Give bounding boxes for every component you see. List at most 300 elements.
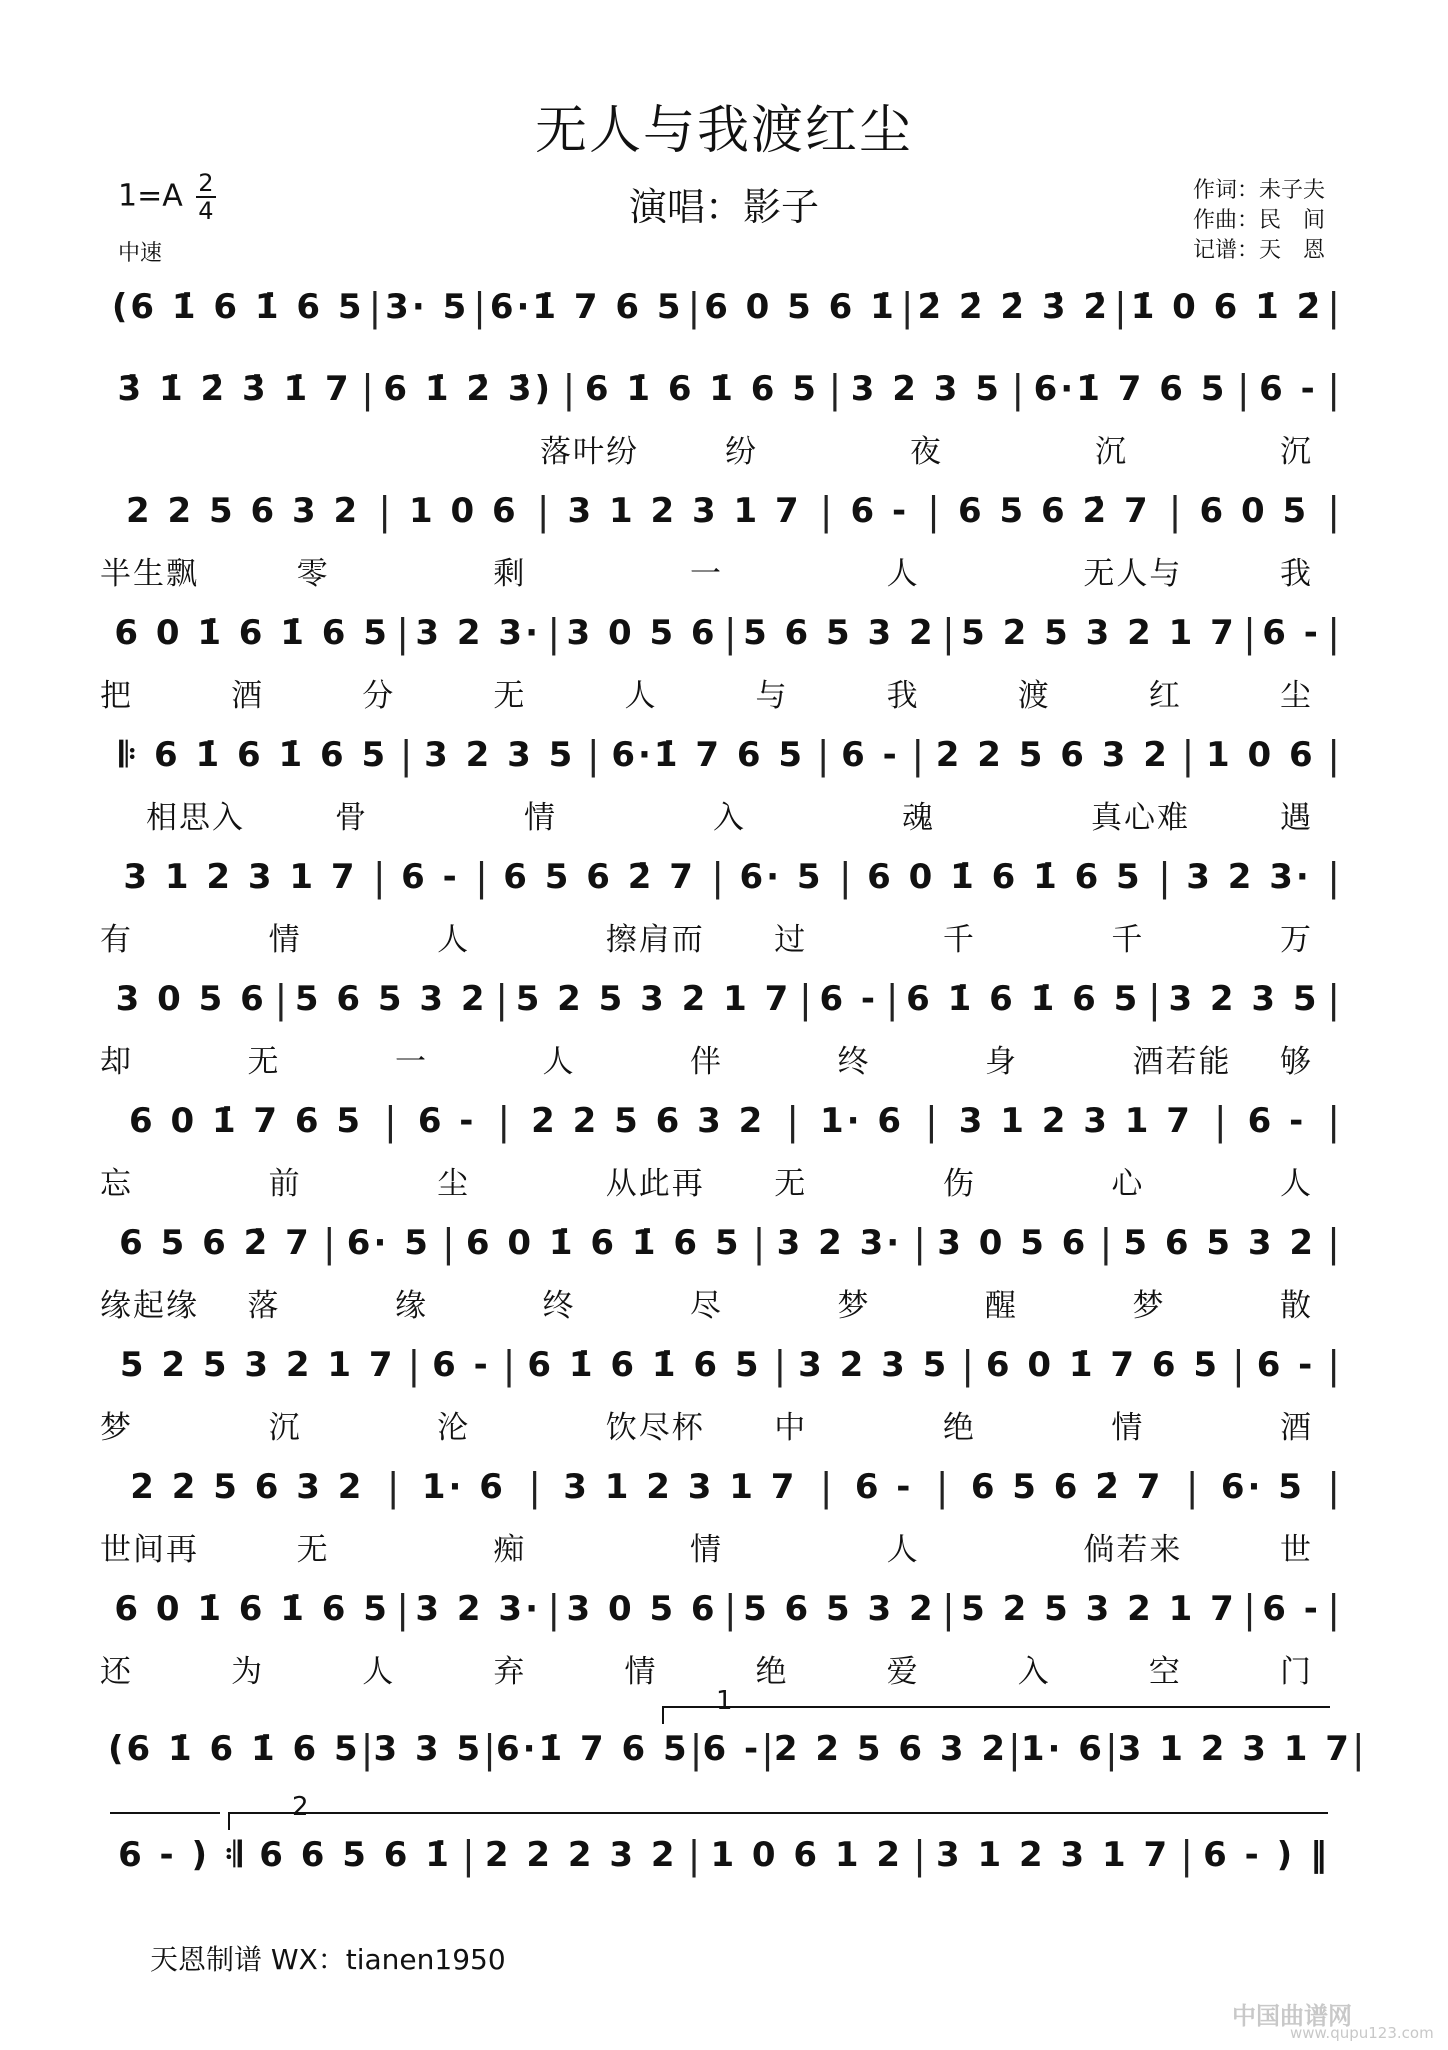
time-denominator: 4 — [198, 197, 214, 225]
lyric-word: 渡 — [1017, 678, 1051, 714]
lyric-word: 千 — [942, 922, 976, 958]
barline: | — [687, 285, 701, 329]
barline: | — [396, 611, 410, 655]
lyric-word: 酒若能 — [1132, 1044, 1232, 1080]
barline: | — [723, 1587, 737, 1631]
measure: 3 2 3 5 — [424, 735, 576, 775]
lyric-word: 落 — [247, 1288, 281, 1324]
barline: | — [1243, 1587, 1256, 1631]
lyric-word: 剩 — [493, 556, 527, 592]
measure: 5 2 5 3 2 1 7 — [119, 1345, 396, 1385]
lyric-line-4 — [100, 670, 1340, 714]
measure: 6 - — [417, 1101, 477, 1141]
barline: | — [1168, 489, 1182, 533]
measure: 6 - — [401, 857, 460, 897]
barline: | — [913, 1833, 926, 1877]
lyric-word: 身 — [985, 1044, 1018, 1080]
lyric-word: 沉 — [1280, 434, 1313, 470]
barline: | — [386, 1465, 400, 1509]
lyric-word: 世间再 — [100, 1532, 199, 1568]
barline: | — [372, 855, 386, 899]
measure: 3 2 3 5 — [798, 1345, 950, 1385]
lyric-word: 梦 — [837, 1288, 871, 1324]
barline: | — [1243, 611, 1256, 655]
lyric-word: 无 — [774, 1166, 808, 1202]
barline: | — [586, 733, 600, 777]
lyric-word: 沉 — [1095, 434, 1128, 470]
barline: | — [1327, 285, 1341, 329]
volta-1-continuation — [110, 1812, 220, 1814]
measure: 6· 5 — [1220, 1467, 1305, 1507]
key-signature — [118, 170, 216, 224]
measure: 3 2 3· — [1186, 857, 1312, 897]
lyric-word: 伤 — [942, 1166, 976, 1202]
lyric-word: 绝 — [942, 1410, 976, 1446]
lyric-word: 为 — [231, 1654, 265, 1690]
lyric-word: 终 — [542, 1288, 576, 1324]
barline: | — [1008, 1727, 1021, 1771]
barline: | — [1327, 489, 1340, 533]
lyric-word: 有 — [100, 922, 133, 958]
volta-2-line — [228, 1812, 1328, 1814]
lyric-line-10 — [100, 1402, 1340, 1446]
barline: | — [752, 1221, 766, 1265]
measure: 2 2 5 6 3 2 — [531, 1101, 766, 1141]
lyric-line-11 — [100, 1524, 1340, 1568]
lyric-word: 痴 — [493, 1532, 527, 1568]
lyric-word: 万 — [1280, 922, 1313, 958]
barline: | — [687, 1833, 701, 1877]
lyric-word: 沉 — [268, 1410, 302, 1446]
measure: 5 2 5 3 2 1 7 — [961, 613, 1237, 653]
measure: 3 1 2 3 1 7 — [567, 491, 802, 531]
score-line-6 — [108, 850, 1340, 904]
lyric-line-2 — [540, 426, 1340, 470]
barline: | — [536, 489, 550, 533]
lyric-word: 千 — [1111, 922, 1145, 958]
measure: 6 - — [432, 1345, 491, 1385]
measure: 6 1̇ 2̇ 3̇) — [383, 369, 554, 409]
lyric-word: 遇 — [1280, 800, 1313, 836]
barline: | — [773, 1343, 787, 1387]
score-line-11 — [108, 1460, 1340, 1514]
lyric-line-6 — [100, 914, 1340, 958]
measure: 6 0 1̇ 6 1̇ 6 5 — [114, 1589, 390, 1629]
lyric-word: 弃 — [493, 1654, 527, 1690]
barline: | — [1180, 1833, 1194, 1877]
lyric-word: 酒 — [231, 678, 265, 714]
measure: 6 - — [1259, 369, 1318, 409]
measure: 6 1̇ 6 1̇ 6 5 — [584, 369, 819, 409]
measure: (6 1̇ 6 1̇ 6 5 — [108, 1729, 361, 1769]
barline: | — [761, 1727, 774, 1771]
volta-1-line — [662, 1706, 1330, 1708]
volta-2-number: 2 — [292, 1792, 309, 1822]
measure: 6 0 1̇ 6 1̇ 6 5 — [465, 1223, 742, 1263]
barline: | — [798, 977, 812, 1021]
barline: | — [1327, 855, 1341, 899]
lyric-line-8 — [100, 1158, 1340, 1202]
lyric-word: 相思入 — [146, 800, 245, 836]
score-line-10 — [108, 1338, 1340, 1392]
lyric-line-12 — [100, 1646, 1340, 1690]
measure: 6 5 6 2̇ 7 — [503, 857, 696, 897]
lyric-word: 我 — [886, 678, 920, 714]
lyric-word: 尘 — [437, 1166, 471, 1202]
measure: 6 - ) 𝄇 6 6 5 6 1̇ — [118, 1835, 452, 1875]
measure: 5 6 5 3 2 — [294, 979, 488, 1019]
lyric-word: 人 — [542, 1044, 576, 1080]
lyric-word: 倘若来 — [1083, 1532, 1183, 1568]
lyric-word: 醒 — [985, 1288, 1018, 1324]
barline: | — [711, 855, 725, 899]
lyric-word: 情 — [524, 800, 557, 836]
barline: | — [900, 285, 914, 329]
barline: | — [1113, 285, 1127, 329]
lyric-word: 人 — [886, 1532, 920, 1568]
measure: 6 5 6 2̇ 7 — [958, 491, 1151, 531]
barline: | — [322, 1221, 336, 1265]
score-line-13 — [108, 1722, 1365, 1776]
lyric-word: 无人与 — [1083, 556, 1183, 592]
measure: 6 - — [819, 979, 879, 1019]
barline: | — [723, 611, 737, 655]
measure: 6· 5 — [739, 857, 824, 897]
lyric-word: 情 — [624, 1654, 658, 1690]
lyric-word: 过 — [774, 922, 808, 958]
measure: 3 2 3· — [415, 613, 541, 653]
barline: | — [396, 1587, 410, 1631]
measure: 3· 5 — [385, 287, 470, 327]
lyricist-credit: 作词：未子夫 — [1193, 178, 1326, 203]
score-line-3 — [108, 484, 1340, 538]
lyric-word: 空 — [1148, 1654, 1182, 1690]
barline: | — [1327, 367, 1341, 411]
singer-credit: 演唱：影子 — [628, 185, 819, 229]
lyric-word: 入 — [1017, 1654, 1051, 1690]
barline: | — [1327, 1221, 1340, 1265]
barline: | — [528, 1465, 541, 1509]
measure: 6·1̇ 7 6 5 — [1033, 369, 1228, 409]
volta-1-number: 1 — [716, 1686, 733, 1716]
barline: | — [475, 855, 488, 899]
measure: 6 - — [1262, 613, 1321, 653]
measure: 6·1̇ 7 6 5 — [611, 735, 806, 775]
lyric-word: 情 — [1111, 1410, 1145, 1446]
measure: 6 - — [1247, 1101, 1307, 1141]
measure: 1· 6 — [1020, 1729, 1105, 1769]
barline: | — [562, 367, 576, 411]
barline: | — [1158, 855, 1171, 899]
lyric-line-5 — [146, 792, 1340, 836]
lyric-line-7 — [100, 1036, 1340, 1080]
lyric-word: 爱 — [886, 1654, 920, 1690]
barline: | — [885, 977, 899, 1021]
time-numerator: 2 — [198, 169, 214, 197]
measure: 3 1 2 3 1 7 — [936, 1835, 1171, 1875]
barline: | — [1327, 1343, 1341, 1387]
barline: | — [942, 1587, 955, 1631]
barline: | — [361, 367, 374, 411]
score-line-8 — [108, 1094, 1340, 1148]
measure: 3 1 2 3 1 7 — [1117, 1729, 1352, 1769]
barline: | — [816, 733, 830, 777]
barline: | — [927, 489, 940, 533]
measure: 6 0 1̇ 6 1̇ 6 5 — [867, 857, 1143, 897]
barline: | — [442, 1221, 455, 1265]
score-line-1 — [108, 280, 1340, 334]
time-signature — [196, 170, 215, 224]
lyric-word: 无 — [296, 1532, 330, 1568]
lyric-word: 伴 — [690, 1044, 723, 1080]
measure: 1· 6 — [820, 1101, 905, 1141]
measure: 6·1̇ 7 6 5 — [489, 287, 684, 327]
barline: | — [961, 1343, 975, 1387]
barline: | — [913, 1221, 927, 1265]
lyric-word: 人 — [624, 678, 658, 714]
measure: 2 2 5 6 3 2 — [935, 735, 1170, 775]
measure: 2̇ 2̇ 2̇ 3̇ 2̇ — [917, 287, 1111, 327]
lyric-word: 人 — [886, 556, 920, 592]
barline: | — [483, 1727, 496, 1771]
barline: | — [1327, 611, 1341, 655]
measure: 6 5 6 2̇ 7 — [119, 1223, 312, 1263]
measure: 6 - — [854, 1467, 914, 1507]
tempo-marking: 中速 — [118, 241, 163, 266]
transcriber-credit: 记谱：天 恩 — [1193, 238, 1326, 263]
lyric-word: 纷 — [725, 434, 758, 470]
lyric-word: 入 — [713, 800, 746, 836]
lyric-word: 梦 — [1132, 1288, 1166, 1324]
measure: 1 0 6 1 2 — [710, 1835, 904, 1875]
lyric-word: 半生飘 — [100, 556, 199, 592]
barline: | — [1011, 367, 1025, 411]
barline: | — [1236, 367, 1250, 411]
measure: 𝄆 6 1̇ 6 1̇ 6 5 — [119, 735, 389, 775]
barline: | — [1327, 1465, 1341, 1509]
lyric-word: 尘 — [1280, 678, 1313, 714]
site-watermark-logo: 中国曲谱网 — [1232, 2002, 1352, 2030]
measure: 3 3 5 — [373, 1729, 484, 1769]
measure: (6 1̇ 6 1̇ 6 5 — [111, 287, 365, 327]
measure: 6 5 6 2̇ 7 — [970, 1467, 1164, 1507]
barline: | — [786, 1099, 800, 1143]
barline: | — [925, 1099, 938, 1143]
barline: | — [828, 367, 842, 411]
lyric-word: 人 — [362, 1654, 396, 1690]
barline: | — [502, 1343, 516, 1387]
barline: | — [1231, 1343, 1245, 1387]
lyric-word: 无 — [247, 1044, 281, 1080]
measure: 3 0 5 6 — [566, 1589, 718, 1629]
lyric-word: 人 — [437, 922, 471, 958]
measure: 6 0 5 6 1̇ — [704, 287, 897, 327]
measure: 3 0 5 6 — [566, 613, 718, 653]
lyric-word: 把 — [100, 678, 133, 714]
barline: | — [461, 1833, 475, 1877]
measure: 6 - — [841, 735, 900, 775]
measure: 6 1̇ 6 1̇ 6 5 — [906, 979, 1141, 1019]
measure: 5 6 5 3 2 — [743, 613, 936, 653]
barline: | — [838, 855, 852, 899]
key-label: 1=A — [118, 178, 183, 214]
barline: | — [689, 1727, 703, 1771]
lyric-word: 前 — [268, 1166, 302, 1202]
barline: | — [547, 611, 561, 655]
barline: | — [1327, 977, 1341, 1021]
measure: 3 2 3 5 — [850, 369, 1002, 409]
measure: 6 - — [702, 1729, 762, 1769]
measure: 3 1 2 3 1 7 — [563, 1467, 798, 1507]
lyric-word: 骨 — [335, 800, 368, 836]
lyric-word: 心 — [1111, 1166, 1145, 1202]
score-line-4 — [108, 606, 1340, 660]
lyric-word: 缘起缘 — [100, 1288, 199, 1324]
lyric-word: 够 — [1280, 1044, 1313, 1080]
barline: | — [360, 1727, 374, 1771]
lyric-word: 真心难 — [1091, 800, 1190, 836]
lyric-line-9 — [100, 1280, 1340, 1324]
barline: | — [911, 733, 925, 777]
lyric-word: 魂 — [902, 800, 935, 836]
measure: 6 0 1̇ 7 6 5 — [985, 1345, 1221, 1385]
score-line-5 — [108, 728, 1340, 782]
barline: | — [1147, 977, 1161, 1021]
lyric-word: 无 — [493, 678, 527, 714]
lyric-word: 分 — [362, 678, 396, 714]
measure: 6 - — [1256, 1345, 1316, 1385]
lyric-word: 红 — [1148, 678, 1182, 714]
barline: | — [1327, 1587, 1341, 1631]
lyric-word: 情 — [690, 1532, 723, 1568]
barline: | — [1104, 1727, 1118, 1771]
lyric-word: 酒 — [1280, 1410, 1313, 1446]
barline: | — [1213, 1099, 1227, 1143]
barline: | — [407, 1343, 421, 1387]
barline: | — [368, 285, 382, 329]
measure: 2 2 5 6 3 2 — [126, 491, 361, 531]
composer-credit: 作曲：民 间 — [1193, 208, 1326, 233]
measure: 1 0 6 — [409, 491, 519, 531]
lyric-word: 一 — [690, 556, 723, 592]
lyric-word: 我 — [1280, 556, 1313, 592]
measure: 6·1̇ 7 6 5 — [495, 1729, 690, 1769]
barline: | — [497, 1099, 511, 1143]
measure: 6 0 1̇ 7 6 5 — [128, 1101, 364, 1141]
barline: | — [1327, 733, 1341, 777]
measure: 2 2 2 3 2 — [484, 1835, 678, 1875]
barline: | — [274, 977, 288, 1021]
measure: 3 2 3· — [776, 1223, 903, 1263]
lyric-word: 忘 — [100, 1166, 133, 1202]
lyric-word: 还 — [100, 1654, 133, 1690]
measure: 5 6 5 3 2 — [1123, 1223, 1317, 1263]
lyric-word: 擦肩而 — [605, 922, 705, 958]
score-line-9 — [108, 1216, 1340, 1270]
lyric-word: 从此再 — [605, 1166, 705, 1202]
lyric-word: 世 — [1280, 1532, 1313, 1568]
lyric-word: 与 — [755, 678, 789, 714]
barline: | — [819, 489, 833, 533]
measure: 2 2 5 6 3 2 — [130, 1467, 365, 1507]
measure: 1· 6 — [421, 1467, 506, 1507]
measure: 3 1 2 3 1 7 — [123, 857, 358, 897]
measure: 6 - — [1262, 1589, 1321, 1629]
lyric-word: 绝 — [755, 1654, 789, 1690]
lyric-word: 却 — [100, 1044, 133, 1080]
score-line-12 — [108, 1582, 1340, 1636]
measure: 6 0 1̇ 6 1̇ 6 5 — [114, 613, 390, 653]
lyric-word: 人 — [1280, 1166, 1313, 1202]
measure: 3 2 3· — [415, 1589, 541, 1629]
measure: 3 1 2 3 1 7 — [958, 1101, 1193, 1141]
barline: | — [547, 1587, 561, 1631]
score-line-2 — [108, 362, 1340, 416]
barline: | — [1185, 1465, 1199, 1509]
lyric-word: 零 — [296, 556, 330, 592]
barline: | — [942, 611, 955, 655]
measure: 3 0 5 6 — [937, 1223, 1089, 1263]
measure: 3 2 3 5 — [1168, 979, 1320, 1019]
score-line-14 — [108, 1828, 1340, 1882]
measure: 6 1̇ 6 1̇ 6 5 — [527, 1345, 762, 1385]
measure: 5 2 5 3 2 1 7 — [515, 979, 792, 1019]
lyric-word: 中 — [774, 1410, 808, 1446]
lyric-word: 沦 — [437, 1410, 471, 1446]
score-line-7 — [108, 972, 1340, 1026]
barline: | — [1351, 1727, 1365, 1771]
lyric-line-3 — [100, 548, 1340, 592]
measure: 2 2 5 6 3 2 — [773, 1729, 1009, 1769]
measure: 6 - ) ‖ — [1203, 1835, 1330, 1875]
barline: | — [399, 733, 413, 777]
lyric-word: 尽 — [690, 1288, 723, 1324]
lyric-word: 终 — [837, 1044, 871, 1080]
lyric-word: 饮尽杯 — [605, 1410, 705, 1446]
measure: 1 0 6 — [1205, 735, 1316, 775]
lyric-word: 门 — [1280, 1654, 1313, 1690]
lyric-word: 落叶纷 — [540, 434, 639, 470]
credits-block — [1193, 176, 1325, 266]
barline: | — [1099, 1221, 1113, 1265]
measure: 6· 5 — [346, 1223, 431, 1263]
barline: | — [1327, 1099, 1341, 1143]
measure: 1̇ 0 6 1̇ 2̇ — [1130, 287, 1324, 327]
measure: 6 - — [850, 491, 910, 531]
barline: | — [1181, 733, 1195, 777]
lyric-word: 夜 — [910, 434, 943, 470]
barline: | — [473, 285, 486, 329]
measure: 5 2 5 3 2 1 7 — [961, 1589, 1237, 1629]
song-title: 无人与我渡红尘 — [534, 101, 913, 161]
measure: 3 0 5 6 — [115, 979, 267, 1019]
lyric-word: 缘 — [395, 1288, 428, 1324]
measure: 5 6 5 3 2 — [743, 1589, 936, 1629]
lyric-word: 情 — [268, 922, 302, 958]
barline: | — [935, 1465, 949, 1509]
lyric-word: 梦 — [100, 1410, 133, 1446]
transcriber-footer: 天恩制谱 WX：tianen1950 — [150, 1943, 506, 1976]
lyric-word: 一 — [395, 1044, 428, 1080]
barline: | — [384, 1099, 397, 1143]
barline: | — [495, 977, 509, 1021]
barline: | — [819, 1465, 833, 1509]
measure: 3̇ 1̇ 2̇ 3̇ 1̇ 7 — [117, 369, 352, 409]
lyric-word: 散 — [1280, 1288, 1313, 1324]
site-watermark-url: www.qupu123.com — [1290, 2024, 1434, 2042]
barline: | — [378, 489, 391, 533]
measure: 6 0 5 — [1199, 491, 1310, 531]
